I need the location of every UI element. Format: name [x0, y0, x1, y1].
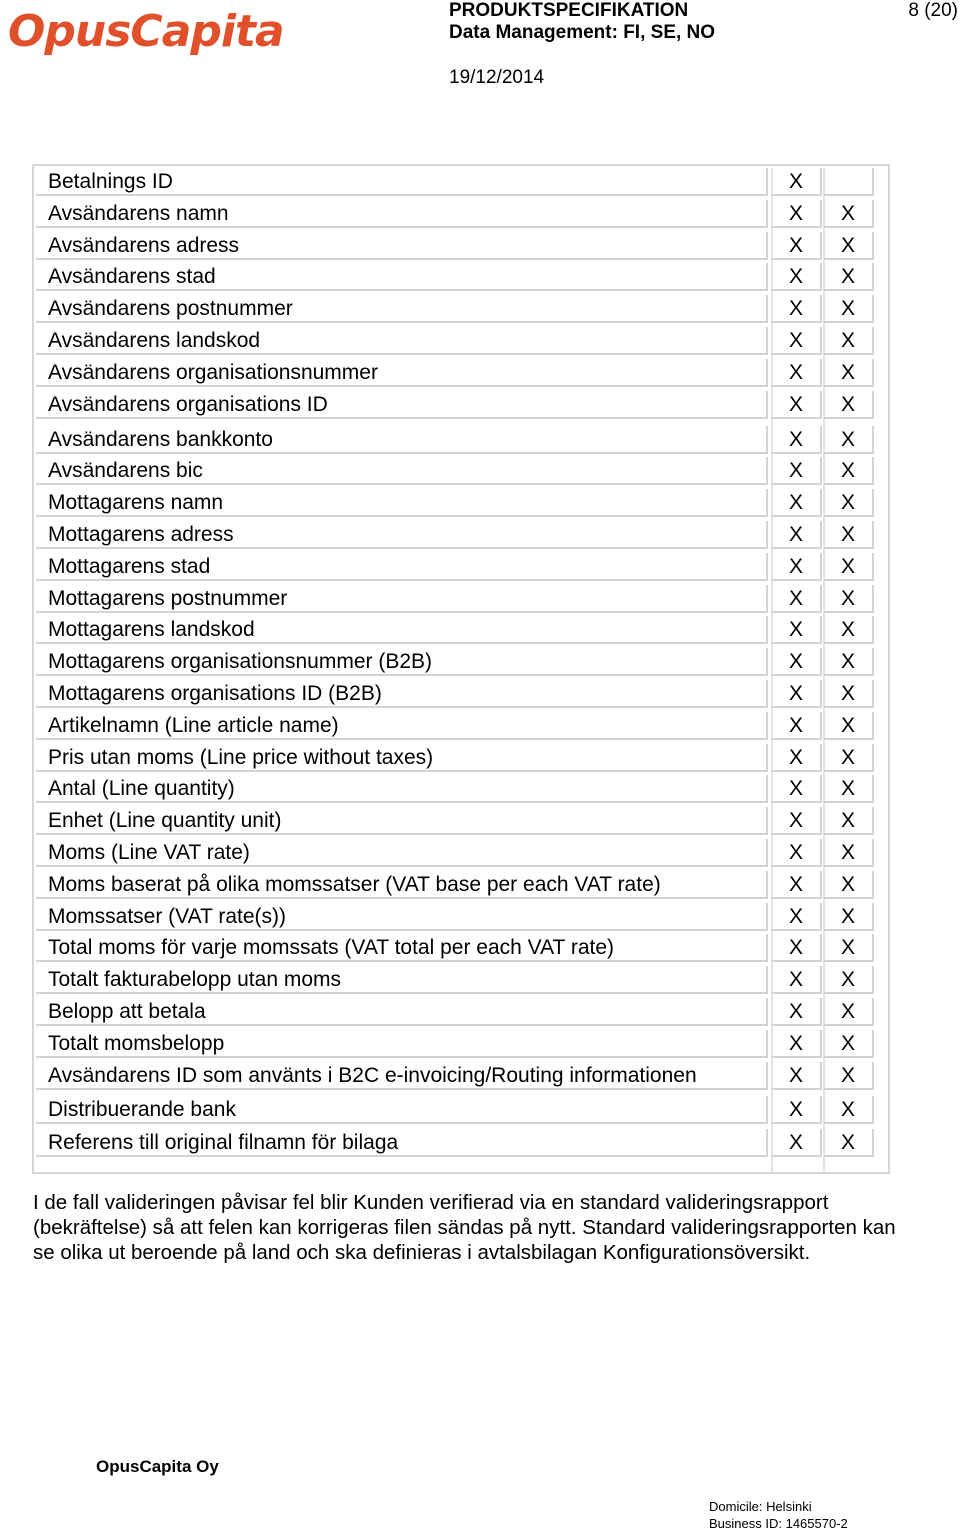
row-mark-col1: X	[772, 521, 822, 549]
row-mark-col1: X	[772, 1062, 822, 1090]
row-label: Referens till original filnamn för bilaga	[36, 1129, 768, 1157]
row-mark-col2: X	[824, 903, 874, 931]
row-mark-col1: X	[772, 295, 822, 323]
row-mark-col1: X	[772, 457, 822, 485]
row-mark-col2: X	[824, 839, 874, 867]
row-mark-col2: X	[824, 263, 874, 291]
row-mark-col2: X	[824, 391, 874, 419]
row-mark-col2: X	[824, 200, 874, 228]
row-mark-col2: X	[824, 680, 874, 708]
row-mark-col2: X	[824, 489, 874, 517]
row-mark-col1: X	[772, 871, 822, 899]
footer-business-id: Business ID: 1465570-2	[709, 1516, 848, 1531]
row-label: Avsändarens bankkonto	[36, 426, 768, 454]
row-label: Avsändarens organisationsnummer	[36, 359, 768, 387]
row-mark-col2: X	[824, 553, 874, 581]
company-logo: OpusCapita	[8, 6, 284, 57]
row-label: Belopp att betala	[36, 998, 768, 1026]
row-label: Mottagarens organisations ID (B2B)	[36, 680, 768, 708]
row-mark-col1: X	[772, 200, 822, 228]
row-mark-col1: X	[772, 616, 822, 644]
row-mark-col2: X	[824, 744, 874, 772]
row-mark-col1: X	[772, 712, 822, 740]
row-mark-col2: X	[824, 1129, 874, 1157]
row-mark-col2: X	[824, 1030, 874, 1058]
row-label: Antal (Line quantity)	[36, 775, 768, 803]
row-label: Betalnings ID	[36, 168, 768, 196]
row-mark-col2: X	[824, 775, 874, 803]
row-mark-col1: X	[772, 426, 822, 454]
row-label: Mottagarens landskod	[36, 616, 768, 644]
row-mark-col1: X	[772, 903, 822, 931]
row-mark-col1: X	[772, 998, 822, 1026]
row-mark-col1: X	[772, 391, 822, 419]
row-label: Artikelnamn (Line article name)	[36, 712, 768, 740]
document-subtitle: Data Management: FI, SE, NO	[449, 22, 716, 43]
row-mark-col2: X	[824, 648, 874, 676]
row-mark-col2: X	[824, 807, 874, 835]
row-label: Avsändarens landskod	[36, 327, 768, 355]
row-mark-col1: X	[772, 232, 822, 260]
row-mark-col1: X	[772, 585, 822, 613]
row-label: Moms baserat på olika momssatser (VAT base per each VAT rate)	[36, 871, 768, 899]
row-label: Avsändarens adress	[36, 232, 768, 260]
row-mark-col2: X	[824, 327, 874, 355]
row-mark-col2: X	[824, 295, 874, 323]
row-label: Mottagarens organisationsnummer (B2B)	[36, 648, 768, 676]
row-mark-col1: X	[772, 807, 822, 835]
row-mark-col1: X	[772, 775, 822, 803]
row-mark-col2: X	[824, 457, 874, 485]
footer-legal	[709, 1498, 848, 1532]
row-mark-col1: X	[772, 966, 822, 994]
row-label: Mottagarens adress	[36, 521, 768, 549]
row-mark-col2: X	[824, 616, 874, 644]
row-mark-col1: X	[772, 1030, 822, 1058]
row-mark-col1: X	[772, 359, 822, 387]
row-mark-col1: X	[772, 489, 822, 517]
row-label: Mottagarens stad	[36, 553, 768, 581]
document-date: 19/12/2014	[449, 67, 545, 88]
row-label: Pris utan moms (Line price without taxes)	[36, 744, 768, 772]
row-mark-col1: X	[772, 648, 822, 676]
row-label: Avsändarens namn	[36, 200, 768, 228]
row-mark-col2: X	[824, 1096, 874, 1124]
row-mark-col2: X	[824, 359, 874, 387]
row-mark-col1: X	[772, 744, 822, 772]
row-mark-col2: X	[824, 426, 874, 454]
row-mark-col2	[824, 168, 874, 196]
row-mark-col2: X	[824, 712, 874, 740]
row-mark-col2: X	[824, 871, 874, 899]
row-mark-col2: X	[824, 521, 874, 549]
row-mark-col1: X	[772, 1129, 822, 1157]
row-mark-col1: X	[772, 934, 822, 962]
row-label: Avsändarens ID som använts i B2C e-invoicing/Routing informationen	[36, 1062, 768, 1090]
document-title: PRODUKTSPECIFIKATION	[449, 0, 689, 21]
row-mark-col2: X	[824, 966, 874, 994]
row-mark-col2: X	[824, 934, 874, 962]
page-number: 8 (20)	[908, 0, 958, 21]
row-mark-col2: X	[824, 998, 874, 1026]
validation-note: I de fall valideringen påvisar fel blir Kunden verifierad via en standard valideringsrapport (bekräftelse) så att felen kan korrigeras filen sändas på nytt. Standard valideringsrapporten kan se olika ut beroende på land och ska definieras i avtalsbilagan Konfigurationsöversikt.	[33, 1191, 896, 1264]
row-label: Momssatser (VAT rate(s))	[36, 903, 768, 931]
row-mark-col1: X	[772, 263, 822, 291]
row-mark-col2: X	[824, 232, 874, 260]
row-mark-col1: X	[772, 327, 822, 355]
row-label: Totalt momsbelopp	[36, 1030, 768, 1058]
row-label: Avsändarens organisations ID	[36, 391, 768, 419]
row-label: Total moms för varje momssats (VAT total per each VAT rate)	[36, 934, 768, 962]
row-label: Enhet (Line quantity unit)	[36, 807, 768, 835]
row-label: Totalt fakturabelopp utan moms	[36, 966, 768, 994]
row-label: Mottagarens namn	[36, 489, 768, 517]
row-mark-col1: X	[772, 1096, 822, 1124]
row-label: Mottagarens postnummer	[36, 585, 768, 613]
row-label: Moms (Line VAT rate)	[36, 839, 768, 867]
row-label: Avsändarens stad	[36, 263, 768, 291]
row-mark-col2: X	[824, 1062, 874, 1090]
row-mark-col1: X	[772, 680, 822, 708]
row-label: Avsändarens postnummer	[36, 295, 768, 323]
row-mark-col1: X	[772, 553, 822, 581]
row-mark-col2: X	[824, 585, 874, 613]
footer-domicile: Domicile: Helsinki	[709, 1499, 812, 1514]
row-label: Distribuerande bank	[36, 1096, 768, 1124]
row-mark-col1: X	[772, 168, 822, 196]
footer-company: OpusCapita Oy	[96, 1457, 219, 1476]
row-mark-col1: X	[772, 839, 822, 867]
row-label: Avsändarens bic	[36, 457, 768, 485]
